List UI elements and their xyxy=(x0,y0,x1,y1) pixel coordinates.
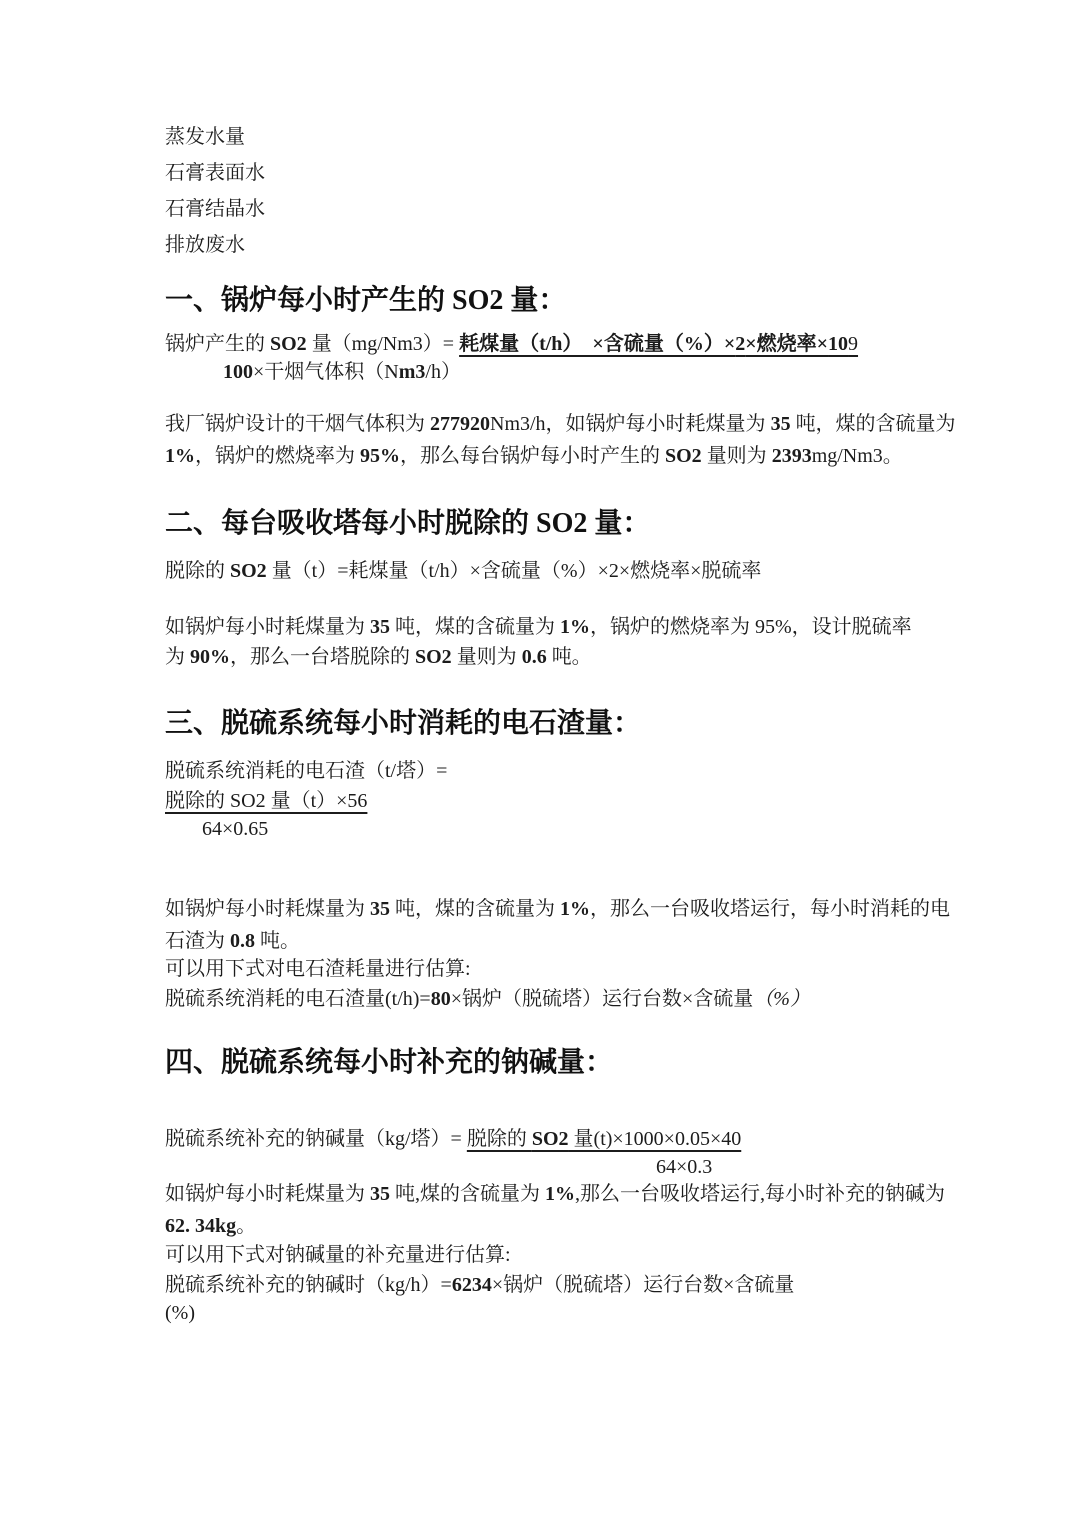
section3-paragraph-line1 xyxy=(165,894,950,924)
section3-estimate-formula-line xyxy=(165,984,810,1014)
text-run: ，锅炉的燃烧率为 95%，设计脱硫率 xyxy=(590,616,912,638)
section3-heading: 三、脱硫系统每小时消耗的电石渣量： xyxy=(165,708,642,739)
text-run: mg/Nm3。 xyxy=(811,445,903,467)
text-run: Nm3/h，如锅炉每小时耗煤量为 xyxy=(490,413,771,435)
section3-formula-intro-line xyxy=(165,756,447,786)
text-run: ，那么每台锅炉每小时产生的 xyxy=(400,445,665,467)
section4-formula-denominator-line xyxy=(656,1152,712,1182)
text-run: 量(t)×1000×0.05×40 xyxy=(568,1128,742,1150)
water-list-item-wastewater: 排放废水 xyxy=(165,234,245,256)
text-run: SO2 xyxy=(665,445,702,467)
text-run: SO2 xyxy=(415,646,452,668)
text-run: 0.6 xyxy=(521,646,547,668)
section2-paragraph-line2 xyxy=(165,642,592,672)
text-run: 如锅炉每小时耗煤量为 xyxy=(165,898,370,920)
text-run: ，那么一台塔脱除的 xyxy=(230,646,415,668)
text-run: 量则为 xyxy=(451,646,522,668)
text-run: 如锅炉每小时耗煤量为 xyxy=(165,1183,370,1205)
text-run: 可以用下式对电石渣耗量进行估算: xyxy=(165,958,471,980)
section4-formula-numerator-line xyxy=(165,1124,741,1154)
text-run: 吨。 xyxy=(546,646,592,668)
section4-estimate-formula-line xyxy=(165,1270,794,1300)
text-run: 0.8 xyxy=(230,930,255,952)
text-run: 2 xyxy=(735,333,746,355)
text-run: 1% xyxy=(560,898,590,920)
text-run: 9 xyxy=(848,333,859,355)
section1-paragraph-line1 xyxy=(165,409,956,439)
section2-formula-line xyxy=(165,556,761,586)
text-run: 35 xyxy=(370,898,390,920)
section4-paragraph-line1 xyxy=(165,1179,945,1209)
text-run: 石渣为 xyxy=(165,930,230,952)
text-run: 吨,煤的含硫量为 xyxy=(390,1183,545,1205)
text-run: 35 xyxy=(770,413,791,435)
text-run: 脱除的 xyxy=(165,560,230,582)
section1-formula-denominator-line xyxy=(223,357,461,387)
text-run: 1% xyxy=(165,445,195,467)
text-run: （%） xyxy=(753,988,810,1010)
text-run: 吨，煤的含硫量为 xyxy=(790,413,956,435)
section3-formula-numerator-line xyxy=(165,786,367,816)
text-run: (%) xyxy=(165,1302,195,1324)
text-run: 我厂锅炉设计的干烟气体积为 xyxy=(165,413,430,435)
text-run: 。 xyxy=(236,1215,257,1237)
section1-formula-numerator-line xyxy=(165,329,858,359)
text-run: m3 xyxy=(398,361,426,383)
text-run: SO2 xyxy=(531,1128,569,1150)
text-run: SO2 xyxy=(270,333,307,355)
text-run: ×干烟气体积（N xyxy=(253,361,399,383)
text-run: 35 xyxy=(370,616,390,638)
text-run: 脱除的 SO2 量（t）×56 xyxy=(165,790,368,812)
section3-paragraph-line2 xyxy=(165,926,300,956)
text-run: 脱硫系统消耗的电石渣（t/塔）= xyxy=(165,760,448,782)
text-run: 脱硫系统补充的钠碱时（kg/h）= xyxy=(165,1274,452,1296)
text-run: 277920 xyxy=(430,413,490,435)
text-run: 35 xyxy=(370,1183,390,1205)
section3-formula-denominator-line xyxy=(202,814,268,844)
text-run: 吨，煤的含硫量为 xyxy=(390,616,560,638)
water-list-item-evaporation: 蒸发水量 xyxy=(165,126,245,148)
section2-paragraph-line1 xyxy=(165,612,912,642)
section2-heading: 二、每台吸收塔每小时脱除的 SO2 量： xyxy=(165,508,651,539)
text-run: SO2 xyxy=(230,560,267,582)
text-run: 95% xyxy=(360,445,400,467)
text-run: 1% xyxy=(545,1183,575,1205)
text-run: 62. 34kg xyxy=(165,1215,237,1237)
section4-estimate-formula-cont-line xyxy=(165,1298,195,1328)
text-run: 脱硫系统补充的钠碱量（kg/塔）= xyxy=(165,1128,467,1150)
text-run: 1% xyxy=(560,616,590,638)
text-run: 90% xyxy=(190,646,230,668)
section4-paragraph-line2 xyxy=(165,1211,256,1241)
text-run: 量则为 xyxy=(701,445,772,467)
text-run: ×锅炉（脱硫塔）运行台数×含硫量 xyxy=(491,1274,795,1296)
text-run: /h） xyxy=(425,361,461,383)
text-run: 可以用下式对钠碱量的补充量进行估算: xyxy=(165,1244,511,1266)
section4-heading: 四、脱硫系统每小时补充的钠碱量： xyxy=(165,1047,614,1078)
text-run: 10 xyxy=(828,333,849,355)
text-run: 2393 xyxy=(771,445,812,467)
text-run: ×锅炉（脱硫塔）运行台数×含硫量 xyxy=(450,988,754,1010)
text-run: 量（t）=耗煤量（t/h）×含硫量（%）×2×燃烧率×脱硫率 xyxy=(266,560,762,582)
text-run: 量（mg/Nm3）= xyxy=(306,333,460,355)
text-run: 吨。 xyxy=(255,930,300,952)
text-run: 脱硫系统消耗的电石渣量(t/h)= xyxy=(165,988,431,1010)
text-run: 吨，煤的含硫量为 xyxy=(390,898,560,920)
text-run: 6234 xyxy=(451,1274,492,1296)
text-run: 为 xyxy=(165,646,190,668)
water-list-item-gypsum-surface: 石膏表面水 xyxy=(165,162,265,184)
text-run: 如锅炉每小时耗煤量为 xyxy=(165,616,370,638)
text-run: 64×0.3 xyxy=(656,1156,713,1178)
text-run: 100 xyxy=(223,361,253,383)
water-list-item-gypsum-crystal: 石膏结晶水 xyxy=(165,198,265,220)
text-run: 80 xyxy=(430,988,451,1010)
text-run: ,那么一台吸收塔运行,每小时补充的钠碱为 xyxy=(575,1183,945,1205)
text-run: 耗煤量（t/h） ×含硫量（%）× xyxy=(459,333,736,355)
text-run: 64×0.65 xyxy=(202,818,269,840)
text-run: ，那么一台吸收塔运行，每小时消耗的电 xyxy=(590,898,950,920)
text-run: ×燃烧率× xyxy=(745,333,829,355)
section1-paragraph-line2 xyxy=(165,441,903,471)
text-run: 脱除的 xyxy=(466,1128,532,1150)
text-run: 锅炉产生的 xyxy=(165,333,270,355)
section3-estimate-intro-line xyxy=(165,954,471,984)
section4-estimate-intro-line xyxy=(165,1240,511,1270)
text-run: ，锅炉的燃烧率为 xyxy=(195,445,360,467)
section1-heading: 一、锅炉每小时产生的 SO2 量： xyxy=(165,285,567,316)
